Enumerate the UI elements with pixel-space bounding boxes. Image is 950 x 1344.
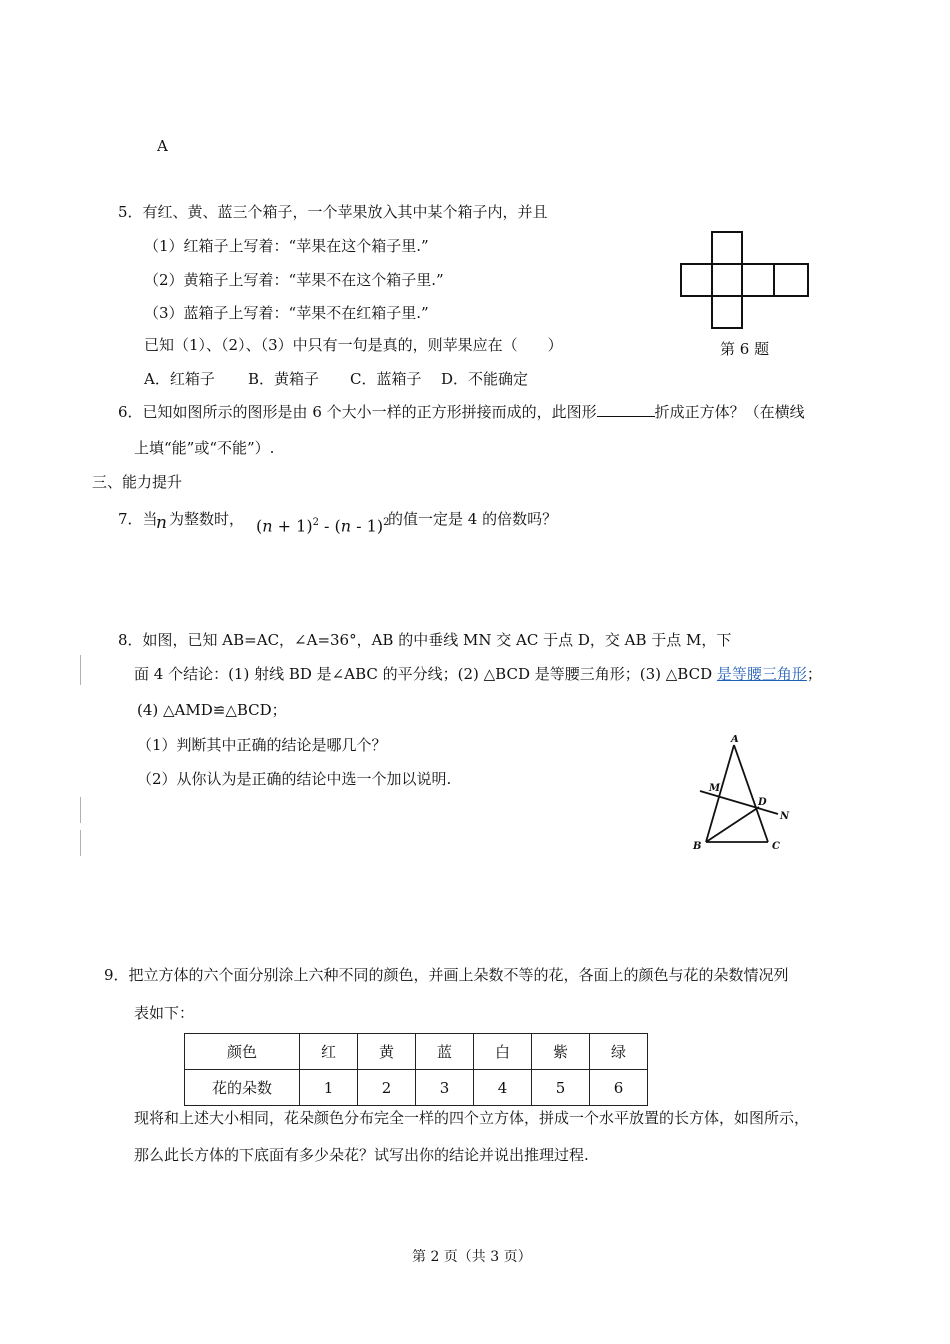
q7-variable-n	[156, 513, 167, 533]
triangle-figure	[690, 735, 800, 855]
label-c: C	[772, 841, 780, 852]
table-cell: 2	[358, 1070, 416, 1106]
q7-middle: 为整数时，	[169, 510, 245, 528]
label-a: A	[731, 735, 739, 745]
expr-minus: - (	[318, 516, 341, 536]
q6-answer-blank	[597, 402, 655, 417]
net-square-top	[712, 232, 742, 264]
q8-conclusion-4: (4) △AMD≌△BCD；	[137, 701, 287, 719]
expr-plus-one: + 1)	[272, 516, 313, 536]
table-row	[185, 1070, 648, 1106]
table-cell: 3	[416, 1070, 474, 1106]
table-cell: 蓝	[416, 1034, 474, 1070]
q8-ask-2: （2）从你认为是正确的结论中选一个加以说明.	[137, 770, 452, 788]
net-square-right	[742, 264, 774, 296]
table-cell: 4	[474, 1070, 532, 1106]
q5-option-b: B．黄箱子	[248, 370, 320, 388]
q5-option-a: A．红箱子	[144, 370, 215, 388]
page-footer: 第 2 页（共 3 页）	[412, 1249, 532, 1265]
net-square-center	[712, 264, 742, 296]
table-cell: 5	[532, 1070, 590, 1106]
expr-n: n	[262, 516, 273, 536]
color-flower-table	[184, 1033, 648, 1106]
q5-option-c: C．蓝箱子	[350, 370, 422, 388]
q8-link[interactable]: 是等腰三角形	[716, 665, 807, 683]
expr-exponent: 2	[312, 517, 319, 528]
q5-option-d: D．不能确定	[441, 370, 529, 388]
q7-expression	[256, 513, 389, 536]
q8-conclusions-text: 面 4 个结论：(1) 射线 BD 是∠ABC 的平分线；(2) △BCD 是等腰三角形；(3) △BCD	[134, 665, 717, 683]
q5-known: 已知（1）、（2）、（3）中只有一句是真的，则苹果应在（ ）	[144, 336, 563, 354]
table-cell: 花的朵数	[185, 1070, 300, 1106]
figure-6-caption: 第 6 题	[720, 340, 770, 358]
expr-exponent: 2	[383, 517, 390, 528]
q5-statement-2: （2）黄箱子上写着：“苹果不在这个箱子里.”	[144, 271, 444, 289]
q8-conclusions	[134, 664, 822, 684]
net-square-bottom	[712, 296, 742, 328]
q9-line-2: 表如下：	[134, 1004, 195, 1022]
label-b: B	[693, 841, 702, 852]
q9-after-1: 现将和上述大小相同，花朵颜色分布完全一样的四个立方体，拼成一个水平放置的长方体，如图所示，	[134, 1109, 810, 1127]
margin-bar	[80, 655, 81, 685]
net-square-left	[681, 264, 712, 296]
label-n: N	[780, 811, 790, 822]
cube-net-figure	[676, 228, 816, 332]
expr-minus-one: - 1)	[351, 516, 384, 536]
q9-stem: 9．把立方体的六个面分别涂上六种不同的颜色，并画上朵数不等的花，各面上的颜色与花的朵数情况列	[104, 966, 789, 984]
label-m: M	[709, 783, 721, 794]
table-cell: 1	[300, 1070, 358, 1106]
q8-stem: 8．如图，已知 AB=AC，∠A=36°，AB 的中垂线 MN 交 AC 于点 D，交 AB 于点 M，下	[118, 631, 732, 649]
q7-n-italic: n	[156, 513, 167, 533]
table-cell: 黄	[358, 1034, 416, 1070]
margin-bar	[80, 830, 81, 856]
q6-text-before-blank: 6．已知如图所示的图形是由 6 个大小一样的正方形拼接而成的，此图形	[118, 403, 597, 421]
q9-after-2: 那么此长方体的下底面有多少朵花？试写出你的结论并说出推理过程.	[134, 1146, 589, 1164]
q5-stem: 5．有红、黄、蓝三个箱子，一个苹果放入其中某个箱子内，并且	[118, 203, 548, 221]
table-cell: 绿	[590, 1034, 648, 1070]
previous-answer: A	[157, 137, 168, 155]
table-cell: 紫	[532, 1034, 590, 1070]
table-cell: 白	[474, 1034, 532, 1070]
section-title: 三、能力提升	[92, 473, 183, 491]
margin-bar	[80, 797, 81, 823]
table-row	[185, 1034, 648, 1070]
net-square-far-right	[774, 264, 808, 296]
q5-statement-3: （3）蓝箱子上写着：“苹果不在红箱子里.”	[144, 304, 429, 322]
q8-conclusions-end: ；	[806, 665, 822, 683]
q7-prefix: 7．当	[118, 510, 158, 528]
table-cell: 红	[300, 1034, 358, 1070]
q5-statement-1: （1）红箱子上写着：“苹果在这个箱子里.”	[144, 237, 429, 255]
expr-paren: (	[256, 516, 263, 536]
label-d: D	[758, 797, 767, 808]
side-ac	[734, 745, 768, 842]
table-cell: 6	[590, 1070, 648, 1106]
q7-suffix: 的值一定是 4 的倍数吗？	[388, 510, 558, 528]
table-cell: 颜色	[185, 1034, 300, 1070]
expr-n: n	[340, 516, 352, 536]
q6-line-1	[118, 402, 805, 422]
q6-line-2: 上填“能”或“不能”）.	[134, 439, 275, 457]
q8-ask-1: （1）判断其中正确的结论是哪几个？	[137, 736, 387, 754]
q6-text-after-blank: 折成正方体？（在横线	[654, 403, 805, 421]
